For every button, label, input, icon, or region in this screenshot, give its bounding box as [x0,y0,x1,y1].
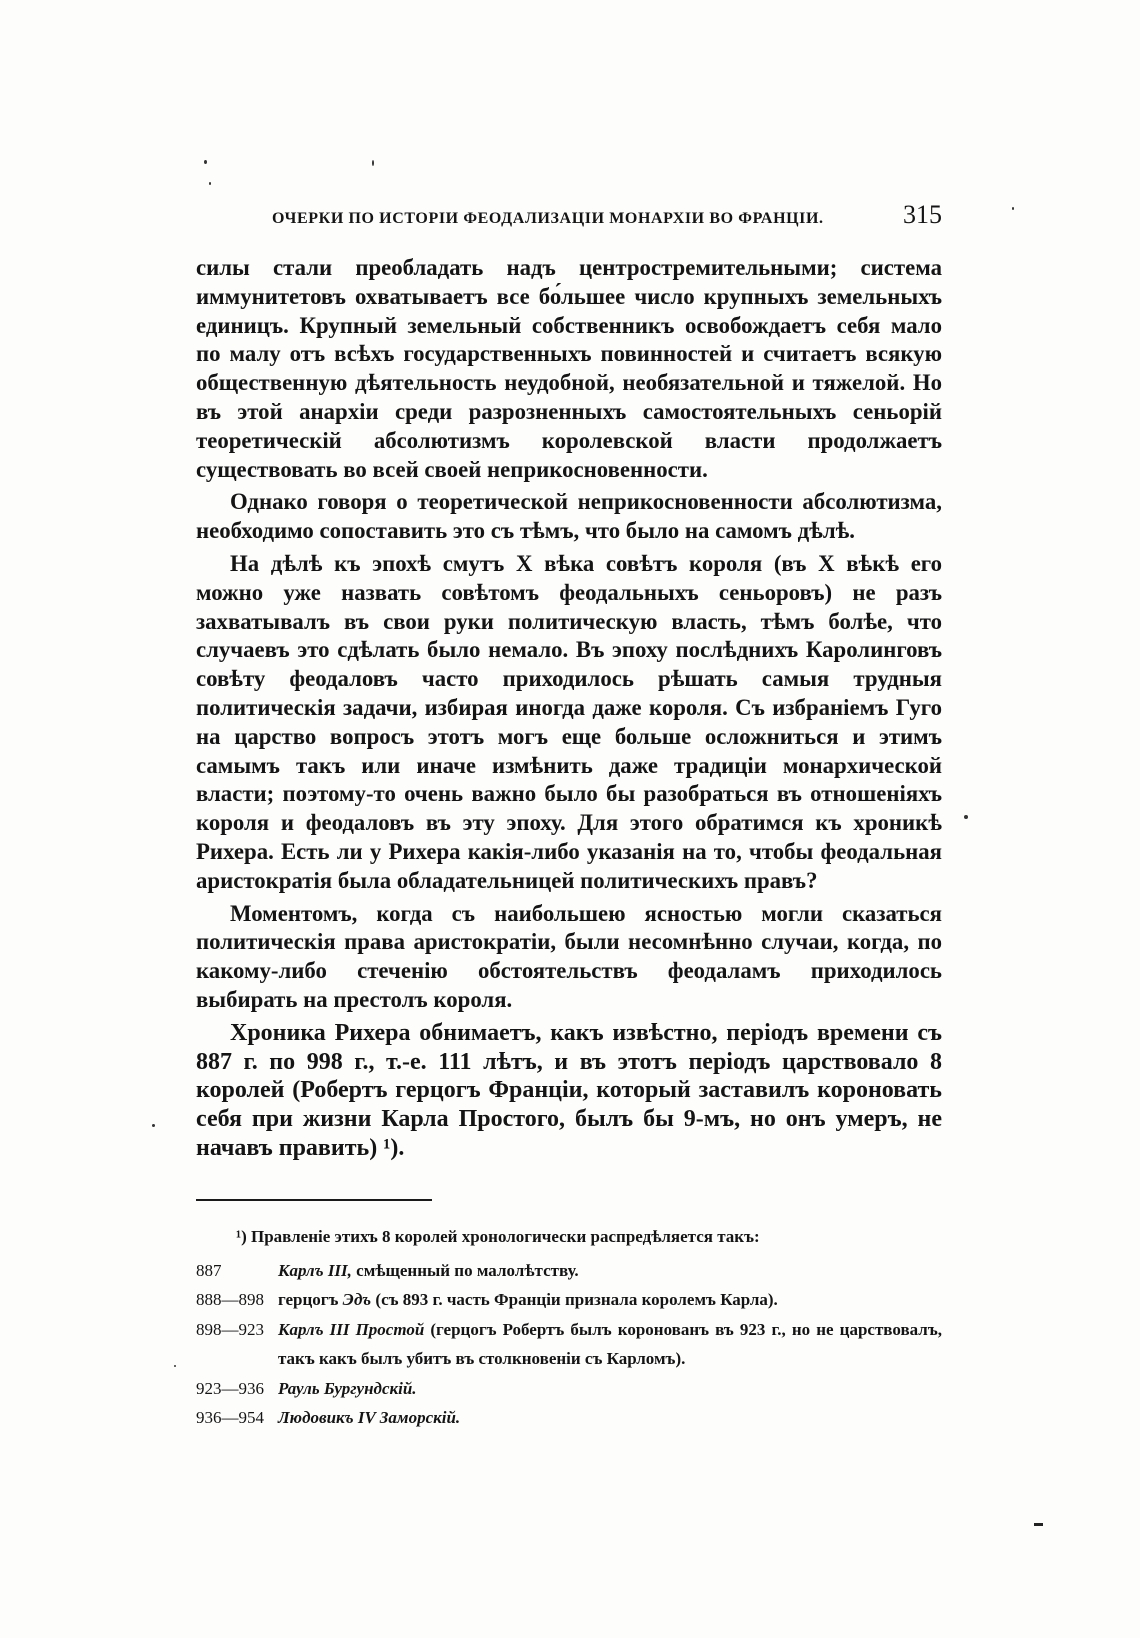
king-name: Карлъ III Простой [278,1319,425,1339]
running-title: ОЧЕРКИ ПО ИСТОРІИ ФЕОДАЛИЗАЦІИ МОНАРХІИ ВО ФРАНЦІИ. [272,210,824,227]
paragraph: Моментомъ, когда съ наибольшею ясностью могли сказаться политическія права аристократіи, были несомнѣнно случаи, когда, по какому-либо стеченію обстоятельствъ феодаламъ приходилось выбирать на престолъ короля. [196,900,942,1012]
king-name: Людовикъ IV Заморскій. [278,1408,461,1427]
reign-years: 936—954 [196,1408,264,1427]
print-speck [174,1365,176,1367]
paragraph: На дѣлѣ къ эпохѣ смутъ X вѣка совѣтъ короля (въ X вѣкѣ его можно уже назвать совѣтомъ феодальныхъ сеньоровъ) не разъ захватывалъ въ свои руки политическую власть, тѣмъ болѣе, что случаевъ это сдѣлать было немало. Въ эпоху послѣднихъ Каролинговъ совѣту феодаловъ часто приходилось рѣшать самыя трудныя политическія задачи, избирая иногда даже короля. Съ избраніемъ Гуго на царство вопросъ этотъ могъ еще больше осложниться и этимъ самымъ такъ или иначе измѣнить даже традиціи монархической власти; поэтому-то очень важно было бы разобраться въ отношеніяхъ короля и феодаловъ въ эту эпоху. Для этого обратимся къ хроникѣ Рихера. Есть ли у Рихера какія-либо указанія на то, чтобы феодальная аристократія была обладательницей политическихъ правъ? [196,550,942,893]
paragraph: Хроника Рихера обнимаетъ, какъ извѣстно, періодъ времени съ 887 г. по 998 г., т.-е. 111 лѣтъ, и въ этотъ періодъ царствовало 8 королей (Робертъ герцогъ Франціи, который заставилъ короновать себя при жизни Карла Простого, былъ бы 9-мъ, но онъ умеръ, не начавъ править) ¹). [196,1019,942,1161]
footnote-entry [196,1315,942,1374]
footnote-intro: ¹) Правленіе этихъ 8 королей хронологически распредѣляется такъ: [236,1227,760,1246]
footnote-entry [196,1374,942,1404]
reign-description [278,1256,942,1286]
reign-description [278,1374,942,1404]
print-speck [209,182,211,185]
king-name: Рауль Бургундскій. [278,1378,417,1398]
print-speck [964,815,968,819]
footnote-block [196,1222,942,1433]
reign-note: (герцогъ Робертъ былъ коронованъ въ 923 г., но не царствовалъ, такъ какъ былъ убитъ въ столкновеніи съ Карломъ). [278,1319,942,1368]
reign-years: 888—898 [196,1290,264,1309]
king-name: Эдъ [342,1290,372,1309]
print-speck [1012,207,1014,210]
reign-note: (съ 893 г. часть Франціи признала королемъ Карла). [371,1290,778,1309]
print-speck [152,1124,155,1127]
reign-note: смѣщенный по малолѣтству. [351,1260,579,1280]
print-speck [204,160,207,164]
reign-description [278,1403,942,1433]
paragraph: силы стали преобладать надъ центростремительными; система иммунитетовъ охватываетъ все бо́льшее число крупныхъ земельныхъ единицъ. Крупный земельный собственникъ освобождаетъ себя мало по малу отъ всѣхъ государственныхъ повинностей и считаетъ всякую общественную дѣятельность неудобной, необязательной и тяжелой. Но въ этой анархіи среди разрозненныхъ самостоятельныхъ сеньорій теоретическій абсолютизмъ королевской власти продолжаетъ существовать во всей своей неприкосновенности. [196,255,942,482]
page-number: 315 [903,200,942,229]
reign-description [278,1285,942,1315]
reign-years: 898—923 [196,1319,264,1339]
reign-prefix: герцогъ [278,1290,343,1309]
reign-years: 887 [196,1260,222,1280]
footnote-entry [196,1256,942,1286]
footnote-entry [196,1285,942,1315]
footnote-divider [196,1199,432,1201]
main-text [196,254,942,1167]
paragraph: Однако говоря о теоретической неприкосновенности абсолютизма, необходимо сопоставить это съ тѣмъ, что было на самомъ дѣлѣ. [196,489,942,544]
reign-description [278,1315,942,1374]
running-header [268,200,942,232]
footnote-entry [196,1403,942,1433]
print-dash [1034,1523,1043,1526]
king-name: Карлъ III, [278,1260,352,1280]
reign-years: 923—936 [196,1378,264,1398]
print-speck [372,160,374,166]
